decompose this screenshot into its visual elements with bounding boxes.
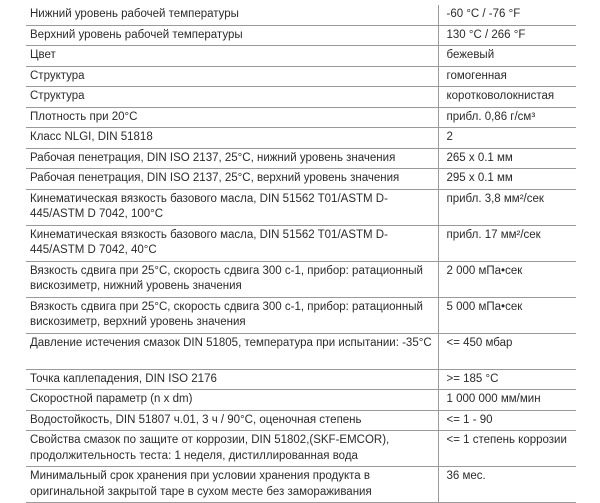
property-label: Точка каплепадения, DIN ISO 2176 — [26, 369, 438, 390]
property-value: <= 1 степень коррозии — [438, 431, 576, 467]
property-label: Рабочая пенетрация, DIN ISO 2137, 25°C, нижний уровень значения — [26, 148, 438, 169]
property-label: Структура — [26, 66, 438, 87]
property-value: 1 000 000 мм/мин — [438, 390, 576, 411]
property-value: -60 °C / -76 °F — [446, 8, 521, 20]
property-label: Плотность при 20°C — [26, 107, 438, 128]
properties-table-body — [26, 5, 576, 503]
table-row — [26, 297, 576, 333]
properties-table — [26, 5, 576, 503]
table-row — [26, 390, 576, 411]
table-row — [26, 87, 576, 108]
property-value: 265 x 0.1 мм — [438, 148, 576, 169]
property-label: Свойства смазок по защите от коррозии, DIN 51802,(SKF-EMCOR), продолжительность теста: 1 неделя, дистиллированная вода — [26, 431, 438, 467]
property-label: Структура — [26, 87, 438, 108]
table-row — [26, 467, 576, 503]
table-row — [26, 189, 576, 225]
property-label: Водостойкость, DIN 51807 ч.01, 3 ч / 90°C, оценочная степень — [26, 410, 438, 431]
table-row — [26, 25, 576, 46]
table-row — [26, 431, 576, 467]
table-row — [26, 107, 576, 128]
table-row — [26, 148, 576, 169]
property-value: 295 x 0.1 мм — [438, 169, 576, 190]
table-row — [26, 169, 576, 190]
property-label: Цвет — [26, 46, 438, 67]
property-label: Кинематическая вязкость базового масла, DIN 51562 T01/ASTM D-445/ASTM D 7042, 100°C — [26, 189, 438, 225]
table-row — [26, 261, 576, 297]
property-label: Верхний уровень рабочей температуры — [26, 25, 438, 46]
property-label: Класс NLGI, DIN 51818 — [26, 128, 438, 149]
table-row — [26, 66, 576, 87]
property-value: 5 000 мПа•сек — [438, 297, 576, 333]
properties-sheet — [26, 5, 576, 503]
property-value: 2 000 мПа•сек — [438, 261, 576, 297]
property-value: гомогенная — [438, 66, 576, 87]
table-row — [26, 369, 576, 390]
property-value: >= 185 °C — [438, 369, 576, 390]
table-row — [26, 410, 576, 431]
table-row — [26, 333, 576, 369]
property-label: Скоростной параметр (n x dm) — [26, 390, 438, 411]
property-label: Минимальный срок хранения при условии хранения продукта в оригинальной закрытой таре в сухом месте без замораживания — [26, 467, 438, 503]
property-label: Вязкость сдвига при 25°C, скорость сдвига 300 с-1, прибор: ратационный вискозиметр, верхний уровень значения — [26, 297, 438, 333]
table-row — [26, 128, 576, 149]
property-value: прибл. 0,86 г/см³ — [438, 107, 576, 128]
property-value: прибл. 17 мм²/сек — [438, 225, 576, 261]
property-value: бежевый — [438, 46, 576, 67]
property-label: Кинематическая вязкость базового масла, DIN 51562 T01/ASTM D-445/ASTM D 7042, 40°C — [26, 225, 438, 261]
property-label: Нижний уровень рабочей температуры — [26, 5, 438, 25]
property-value: 2 — [438, 128, 576, 149]
property-label: Вязкость сдвига при 25°C, скорость сдвига 300 с-1, прибор: ратационный вискозиметр, нижний уровень значения — [26, 261, 438, 297]
property-value: 130 °C / 266 °F — [438, 25, 576, 46]
property-value: 36 мес. — [438, 467, 576, 503]
table-row — [26, 46, 576, 67]
property-label: Рабочая пенетрация, DIN ISO 2137, 25°C, верхний уровень значения — [26, 169, 438, 190]
table-row — [26, 225, 576, 261]
property-label: Давление истечения смазок DIN 51805, температура при испытании: -35°C — [26, 333, 438, 369]
property-value: прибл. 3,8 мм²/сек — [438, 189, 576, 225]
property-value: <= 450 мбар — [438, 333, 576, 369]
property-value: коротковолокнистая — [438, 87, 576, 108]
table-row — [26, 5, 576, 25]
property-value: <= 1 - 90 — [438, 410, 576, 431]
